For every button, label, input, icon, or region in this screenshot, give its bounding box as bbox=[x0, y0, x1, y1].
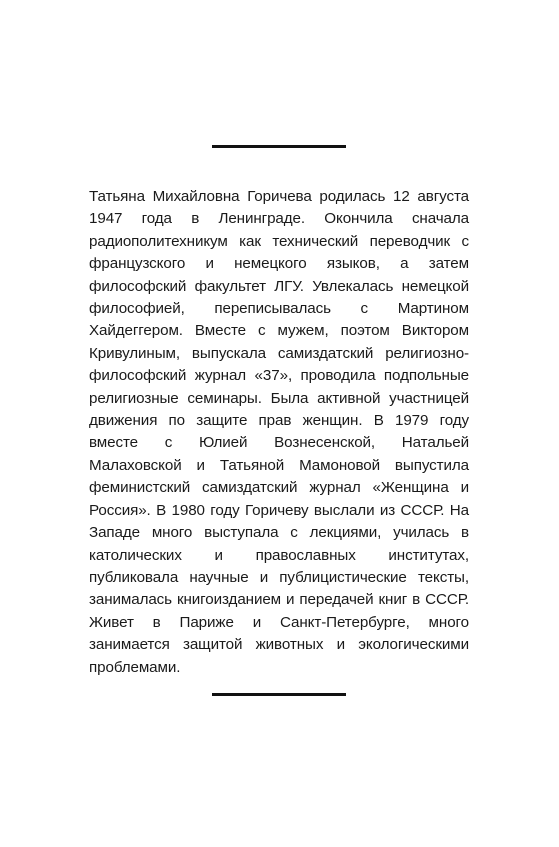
top-divider bbox=[212, 145, 346, 148]
bottom-divider bbox=[212, 693, 346, 696]
biography-paragraph: Татьяна Михайловна Горичева родилась 12 августа 1947 года в Ленинграде. Окончила сначала радиополитехникум как технический переводчик с французского и немецкого языков, а затем философский факультет ЛГУ. Увлекалась немецкой философией, переписывалась с Мартином Хайдеггером. Вместе с мужем, поэтом Виктором Кривулиным, выпускала самиздатский религиозно-философский журнал «37», проводила подпольные религиозные семинары. Была активной участницей движения по защите прав женщин. В 1979 году вместе с Юлией Вознесенской, Натальей Малаховской и Татьяной Мамоновой выпустила феминистский самиздатский журнал «Женщина и Россия». В 1980 году Горичеву выслали из СССР. На Западе много выступала с лекциями, училась в католических и православных институтах, публиковала научные и публицистические тексты, занималась книгоизданием и передачей книг в СССР. Живет в Париже и Санкт-Петербурге, много занимается защитой животных и экологическими проблемами. bbox=[89, 188, 469, 676]
